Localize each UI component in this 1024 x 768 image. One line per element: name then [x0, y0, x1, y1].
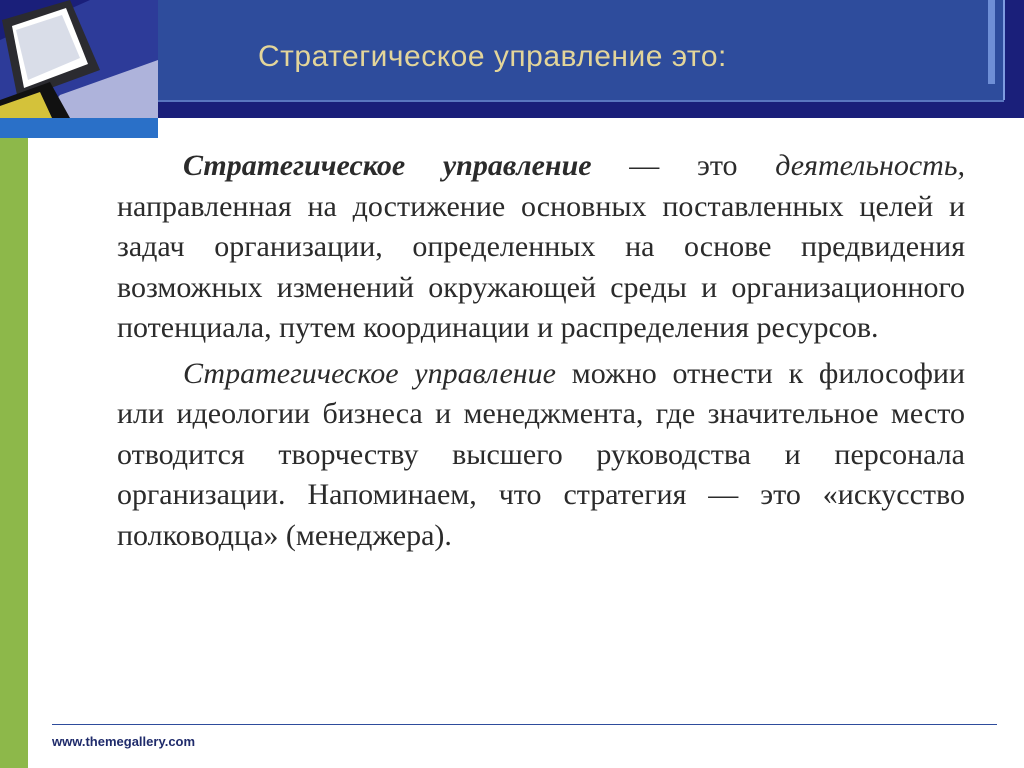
definition-keyword: деятельность, — [775, 149, 965, 182]
slide-title: Стратегическое управление это: — [258, 40, 727, 73]
header-divider — [158, 100, 1004, 102]
definition-dash: — это — [591, 149, 776, 182]
corner-accent-bar — [0, 118, 158, 138]
philosophy-text: можно отнести к философии или идеологии бизнеса и менеджмента, где значительное место отводится творчеству высшего руководства и персонала организации. Напоминаем, что стратегия — это «искусство полководца» (менеджера). — [117, 356, 966, 552]
computer-monitor-icon — [0, 0, 158, 118]
definition-text: направленная на достижение основных поставленных целей и задач организации, определенных на основе предвидения возможных изменений окружающей среды и организационного потенциала, путем координации и распределения ресурсов. — [117, 189, 965, 344]
footer-divider — [52, 724, 997, 725]
philosophy-term: Стратегическое управление — [183, 356, 556, 390]
definition-term: Стратегическое управление — [183, 149, 592, 182]
philosophy-paragraph — [117, 354, 965, 557]
left-accent-stripe — [0, 118, 28, 768]
slide-body — [117, 146, 965, 561]
definition-paragraph — [117, 146, 965, 349]
footer-url: www.themegallery.com — [52, 734, 196, 749]
header-accent-bar — [988, 0, 995, 84]
header-accent-line — [1003, 0, 1005, 100]
